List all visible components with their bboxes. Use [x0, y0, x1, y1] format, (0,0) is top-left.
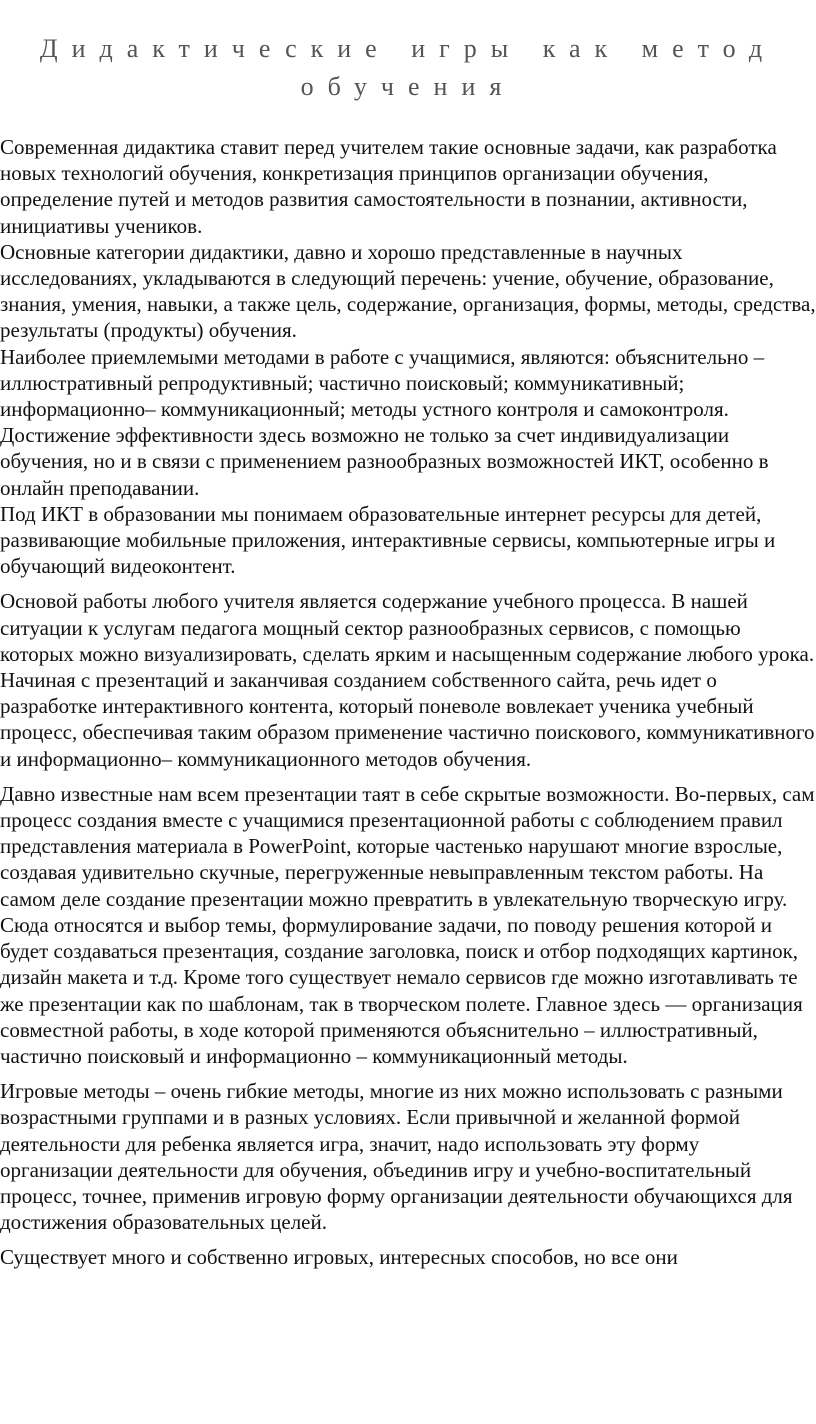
paragraph: Наиболее приемлемыми методами в работе с учащимися, являются: объяснительно –иллюстративный репродуктивный; частично поисковый; коммуникативный; информационно– коммуникационный; методы устного контроля и самоконтроля. Достижение эффективности здесь возможно не только за счет индивидуализации обучения, но и в связи с применением разнообразных возможностей ИКТ, особенно в онлайн преподавании. [0, 344, 769, 500]
paragraph: Основой работы любого учителя является содержание учебного процесса. В нашей ситуации к услугам педагога мощный сектор разнообразных сервисов, с помощью которых можно визуализировать, сделать ярким и насыщенным содержание любого урока. Начиная с презентаций и заканчивая созданием собственного сайта, речь идет о разработке интерактивного контента, который поневоле вовлекает ученика учебный процесс, обеспечивая таким образом применение частично поискового, коммуникативного и информационно– коммуникационного методов обучения. [0, 589, 815, 771]
title-line-2: обучения [300, 72, 516, 101]
document-title [0, 0, 816, 106]
title-line-1: Дидактические игры как метод [39, 34, 777, 63]
paragraph: Современная дидактика ставит перед учителем такие основные задачи, как разработка новых технологий обучения, конкретизация принципов организации обучения, определение путей и методов развития самостоятельности в познании, активности, инициативы учеников. [0, 135, 777, 238]
document-body [0, 134, 816, 1271]
paragraph: Игровые методы – очень гибкие методы, многие из них можно использовать с разными возрастными группами и в разных условиях. Если привычной и желанной формой деятельности для ребенка является игра, значит, надо использовать эту форму организации деятельности для обучения, объединив игру и учебно-воспитательный процесс, точнее, применив игровую форму организации деятельности обучающихся для достижения образовательных целей. [0, 1079, 793, 1235]
paragraph: Существует много и собственно игровых, интересных способов, но все они [0, 1245, 678, 1270]
paragraph: Основные категории дидактики, давно и хорошо представленные в научных исследованиях, укладываются в следующий перечень: учение, обучение, образование, знания, умения, навыки, а также цель, содержание, организация, формы, методы, средства, результаты (продукты) обучения. [0, 239, 816, 343]
paragraph: Под ИКТ в образовании мы понимаем образовательные интернет ресурсы для детей, развивающие мобильные приложения, интерактивные сервисы, компьютерные игры и обучающий видеоконтент. [0, 501, 776, 579]
paragraph: Давно известные нам всем презентации таят в себе скрытые возможности. Во-первых, сам процесс создания вместе с учащимися презентационной работы с соблюдением правил представления материала в PowerPoint, которые частенько нарушают многие взрослые, создавая удивительно скучные, перегруженные невыправленным текстом работы. На самом деле создание презентации можно превратить в увлекательную творческую игру. Сюда относятся и выбор темы, формулирование задачи, по поводу решения которой и будет создаваться презентация, создание заголовка, поиск и отбор подходящих картинок, дизайн макета и т.д. Кроме того существует немало сервисов где можно изготавливать те же презентации как по шаблонам, так в творческом полете. Главное здесь — организация совместной работы, в ходе которой применяются объяснительно – иллюстративный, частично поисковый и информационно – коммуникационный методы. [0, 781, 815, 1068]
